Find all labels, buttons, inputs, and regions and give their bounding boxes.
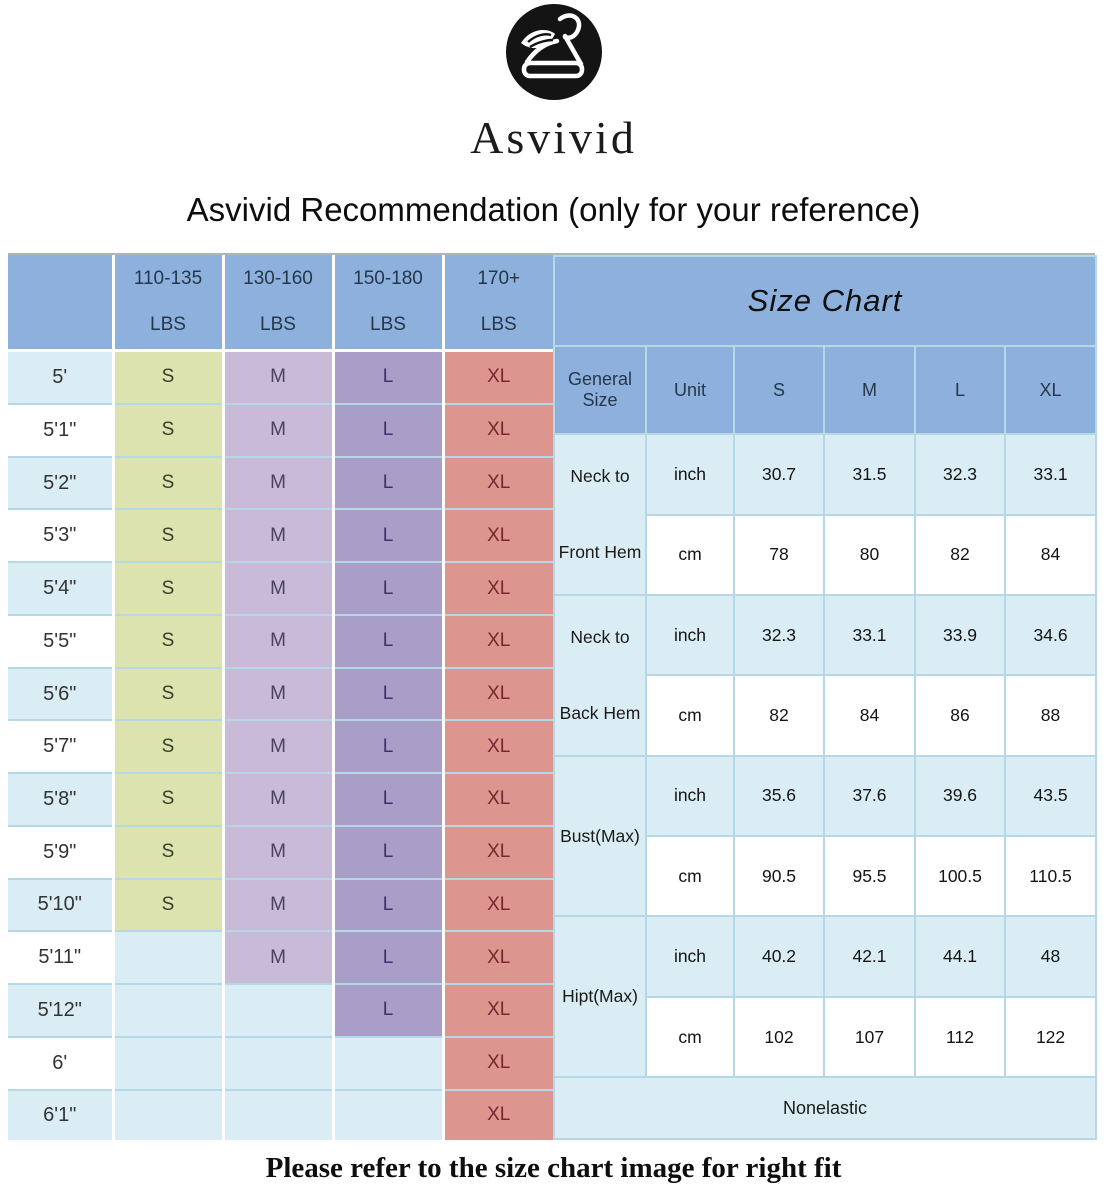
measurement-value-cell: 43.5: [1005, 756, 1096, 836]
size-cell: S: [113, 350, 223, 404]
size-cell: L: [333, 668, 443, 721]
size-cell: M: [223, 931, 333, 984]
size-chart-header-cell: M: [824, 346, 915, 434]
size-cell: L: [333, 615, 443, 668]
size-cell: XL: [443, 350, 553, 404]
size-chart-header-cell: General Size: [554, 346, 646, 434]
measurement-label-lines: [555, 760, 645, 912]
measurement-label-cell: [554, 595, 646, 756]
weight-header-cell: [443, 255, 553, 350]
size-cell: M: [223, 615, 333, 668]
height-cell: 5'3": [8, 509, 113, 562]
size-cell: S: [113, 720, 223, 773]
size-cell: L: [333, 720, 443, 773]
measurement-value-cell: 90.5: [734, 836, 824, 916]
measurement-value-cell: 86: [915, 675, 1005, 755]
size-cell-empty: [223, 984, 333, 1037]
size-cell: M: [223, 826, 333, 879]
recommendation-row: [8, 457, 553, 510]
recommendation-row: [8, 1090, 553, 1141]
elasticity-note: Nonelastic: [554, 1077, 1096, 1139]
measurement-value-cell: 88: [1005, 675, 1096, 755]
size-chart-header-cell: S: [734, 346, 824, 434]
measurement-label-line: Front Hem: [558, 542, 642, 563]
size-chart-table-body: [554, 256, 1096, 1139]
measurement-value-cell: 32.3: [915, 434, 1005, 514]
measurement-value-cell: 33.1: [824, 595, 915, 675]
measurement-label-cell: [554, 916, 646, 1077]
measurement-row-inch: [554, 595, 1096, 675]
size-cell: L: [333, 879, 443, 932]
height-cell: 5'10": [8, 879, 113, 932]
size-chart-header-row: [554, 346, 1096, 434]
measurement-value-cell: 82: [734, 675, 824, 755]
size-cell: M: [223, 350, 333, 404]
height-cell: 5'4": [8, 562, 113, 615]
size-cell: XL: [443, 984, 553, 1037]
measurement-value-cell: 42.1: [824, 916, 915, 996]
measurement-label-line: Back Hem: [559, 702, 641, 723]
size-cell: L: [333, 826, 443, 879]
measurement-label-line: Neck to: [570, 466, 630, 487]
measurement-value-cell: 102: [734, 997, 824, 1077]
size-cell: S: [113, 404, 223, 457]
swan-hanger-icon: [504, 2, 604, 102]
height-cell: 5'1": [8, 404, 113, 457]
size-cell: L: [333, 562, 443, 615]
size-chart-title: Size Chart: [554, 256, 1096, 346]
size-cell: S: [113, 668, 223, 721]
size-cell-empty: [333, 1037, 443, 1090]
size-cell-empty: [113, 1090, 223, 1141]
recommendation-row: [8, 773, 553, 826]
unit-cell: inch: [646, 916, 734, 996]
measurement-value-cell: 84: [824, 675, 915, 755]
size-cell: XL: [443, 457, 553, 510]
size-cell: M: [223, 562, 333, 615]
size-cell: L: [333, 773, 443, 826]
weight-header-cell: [113, 255, 223, 350]
weight-unit: LBS: [150, 313, 186, 335]
weight-unit: LBS: [480, 313, 517, 335]
height-cell: 6'1": [8, 1090, 113, 1141]
weight-header-cell: [223, 255, 333, 350]
recommendation-row: [8, 668, 553, 721]
size-cell: XL: [443, 826, 553, 879]
weight-range: 170+: [477, 267, 521, 289]
measurement-value-cell: 37.6: [824, 756, 915, 836]
size-cell: XL: [443, 931, 553, 984]
elasticity-row: [554, 1077, 1096, 1139]
measurement-value-cell: 84: [1005, 515, 1096, 595]
height-cell: 5'7": [8, 720, 113, 773]
measurement-value-cell: 31.5: [824, 434, 915, 514]
weight-range: 130-160: [243, 267, 313, 289]
measurement-value-cell: 48: [1005, 916, 1096, 996]
measurement-value-cell: 34.6: [1005, 595, 1096, 675]
size-cell-empty: [113, 1037, 223, 1090]
size-cell: XL: [443, 773, 553, 826]
weight-range: 150-180: [353, 267, 423, 289]
size-cell: XL: [443, 1090, 553, 1141]
size-cell: XL: [443, 879, 553, 932]
brand-logo: [0, 0, 1107, 107]
measurement-value-cell: 30.7: [734, 434, 824, 514]
measurement-label-line: Bust(Max): [560, 825, 640, 846]
size-cell: XL: [443, 404, 553, 457]
measurement-row-inch: [554, 756, 1096, 836]
tables-container: [8, 253, 1095, 1140]
footer-note: Please refer to the size chart image for right fit: [265, 1152, 842, 1185]
weight-unit: LBS: [370, 313, 406, 335]
size-cell: XL: [443, 668, 553, 721]
size-cell: M: [223, 879, 333, 932]
recommendation-header-row: [8, 255, 553, 350]
height-cell: 5'2": [8, 457, 113, 510]
unit-cell: cm: [646, 997, 734, 1077]
size-chart-header-cell: L: [915, 346, 1005, 434]
size-cell: XL: [443, 615, 553, 668]
size-cell: S: [113, 879, 223, 932]
height-cell: 5'6": [8, 668, 113, 721]
measurement-value-cell: 39.6: [915, 756, 1005, 836]
height-cell: 5'12": [8, 984, 113, 1037]
size-cell: S: [113, 773, 223, 826]
measurement-value-cell: 95.5: [824, 836, 915, 916]
height-cell: 5': [8, 350, 113, 404]
size-cell: L: [333, 350, 443, 404]
size-cell: S: [113, 457, 223, 510]
size-cell: S: [113, 562, 223, 615]
recommendation-row: [8, 562, 553, 615]
recommendation-row: [8, 720, 553, 773]
size-cell: M: [223, 720, 333, 773]
size-cell: L: [333, 509, 443, 562]
unit-cell: cm: [646, 675, 734, 755]
measurement-value-cell: 100.5: [915, 836, 1005, 916]
measurement-value-cell: 110.5: [1005, 836, 1096, 916]
weight-unit: LBS: [260, 313, 296, 335]
size-cell: S: [113, 615, 223, 668]
unit-cell: cm: [646, 515, 734, 595]
size-cell: XL: [443, 509, 553, 562]
measurement-value-cell: 78: [734, 515, 824, 595]
measurement-value-cell: 80: [824, 515, 915, 595]
brand-name: Asvivid: [470, 112, 637, 163]
measurement-label-lines: [555, 439, 645, 591]
recommendation-row: [8, 404, 553, 457]
weight-header-cell: [333, 255, 443, 350]
height-cell: 5'5": [8, 615, 113, 668]
unit-cell: inch: [646, 756, 734, 836]
size-cell-empty: [333, 1090, 443, 1141]
size-cell: M: [223, 773, 333, 826]
size-cell: M: [223, 457, 333, 510]
recommendation-row: [8, 931, 553, 984]
height-cell: 5'8": [8, 773, 113, 826]
height-cell: 5'11": [8, 931, 113, 984]
recommendation-row: [8, 984, 553, 1037]
recommendation-row: [8, 826, 553, 879]
height-cell: 5'9": [8, 826, 113, 879]
measurement-value-cell: 44.1: [915, 916, 1005, 996]
size-chart-header-cell: Unit: [646, 346, 734, 434]
measurement-value-cell: 33.9: [915, 595, 1005, 675]
page-title: Asvivid Recommendation (only for your reference): [186, 190, 921, 228]
size-cell-empty: [113, 984, 223, 1037]
measurement-label-line: Hipt(Max): [562, 986, 638, 1007]
recommendation-table: [8, 255, 553, 1140]
size-cell: L: [333, 931, 443, 984]
size-chart-header-cell: XL: [1005, 346, 1096, 434]
measurement-label-line: Neck to: [570, 626, 630, 647]
measurement-value-cell: 33.1: [1005, 434, 1096, 514]
unit-cell: cm: [646, 836, 734, 916]
size-cell: S: [113, 509, 223, 562]
measurement-value-cell: 35.6: [734, 756, 824, 836]
size-cell: L: [333, 457, 443, 510]
recommendation-table-body: [8, 255, 553, 1140]
size-cell-empty: [223, 1037, 333, 1090]
weight-range: 110-135: [133, 267, 203, 289]
size-cell-empty: [113, 931, 223, 984]
size-cell: S: [113, 826, 223, 879]
measurement-label-cell: [554, 756, 646, 917]
measurement-value-cell: 122: [1005, 997, 1096, 1077]
size-cell: XL: [443, 1037, 553, 1090]
unit-cell: inch: [646, 595, 734, 675]
size-cell: XL: [443, 720, 553, 773]
measurement-label-cell: [554, 434, 646, 595]
measurement-row-inch: [554, 916, 1096, 996]
size-cell: L: [333, 404, 443, 457]
height-cell: 6': [8, 1037, 113, 1090]
recommendation-row: [8, 615, 553, 668]
recommendation-row: [8, 350, 553, 404]
corner-cell: [8, 255, 113, 350]
unit-cell: inch: [646, 434, 734, 514]
measurement-row-inch: [554, 434, 1096, 514]
measurement-label-lines: [555, 599, 645, 751]
recommendation-row: [8, 1037, 553, 1090]
measurement-value-cell: 32.3: [734, 595, 824, 675]
measurement-value-cell: 112: [915, 997, 1005, 1077]
recommendation-row: [8, 509, 553, 562]
size-cell: M: [223, 509, 333, 562]
size-cell: M: [223, 668, 333, 721]
measurement-label-lines: [555, 921, 645, 1073]
size-chart-title-row: [554, 256, 1096, 346]
measurement-value-cell: 40.2: [734, 916, 824, 996]
measurement-value-cell: 107: [824, 997, 915, 1077]
size-cell: M: [223, 404, 333, 457]
size-cell-empty: [223, 1090, 333, 1141]
size-cell: L: [333, 984, 443, 1037]
size-cell: XL: [443, 562, 553, 615]
recommendation-row: [8, 879, 553, 932]
size-chart-table: [553, 255, 1097, 1140]
measurement-value-cell: 82: [915, 515, 1005, 595]
